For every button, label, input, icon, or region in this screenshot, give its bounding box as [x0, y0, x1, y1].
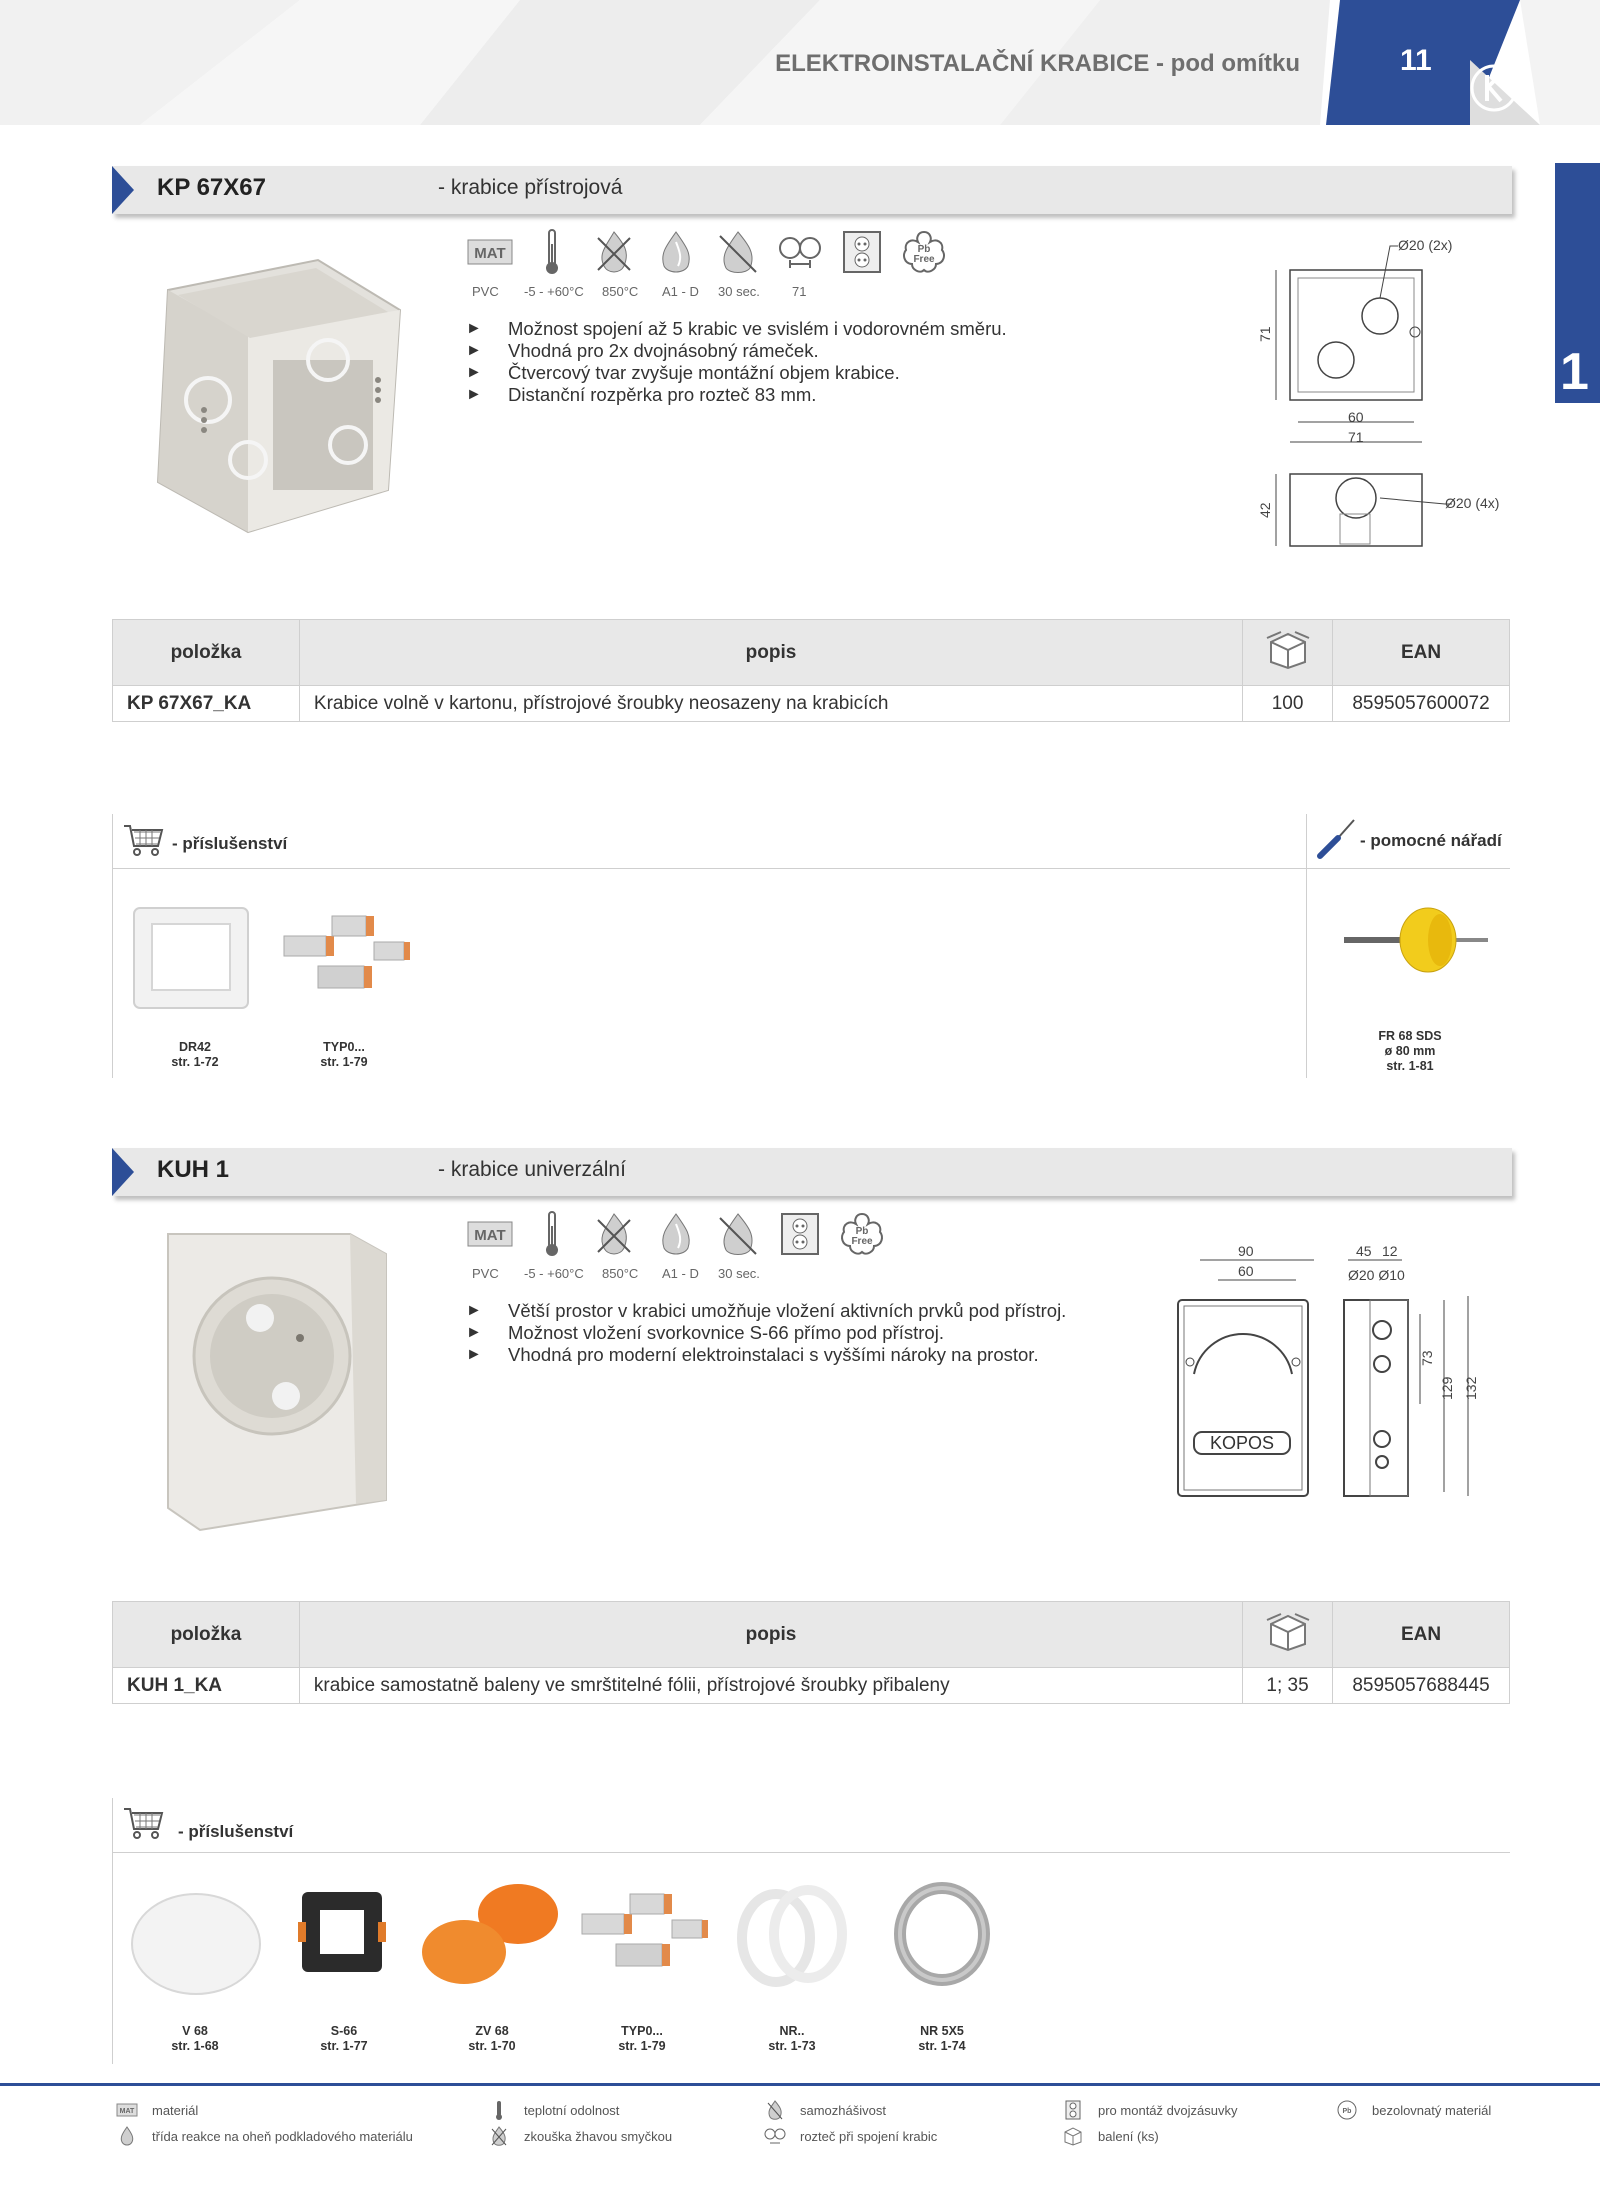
legend-label: materiál: [152, 2102, 199, 2118]
box-spacing-icon: [774, 226, 826, 278]
legend-item: [762, 2126, 937, 2146]
screwdriver-icon: [1314, 816, 1360, 867]
package-icon: [1265, 630, 1311, 670]
icon-label-spacing: 71: [792, 284, 807, 299]
page-header-title: [775, 50, 1300, 78]
dim-holes: Ø20 Ø10: [1348, 1267, 1405, 1283]
property-icons-row: [464, 226, 950, 278]
cart-icon: [122, 822, 164, 863]
svg-text:MAT: MAT: [474, 1227, 506, 1244]
divider: [112, 1852, 1510, 1853]
footer-divider: [0, 2083, 1600, 2086]
icon-label-temperature: -5 - +60°C: [524, 1266, 584, 1281]
tool-item[interactable]: [1340, 1029, 1480, 1074]
accessory-item[interactable]: [274, 2024, 414, 2054]
col-header-package: [1243, 1602, 1333, 1668]
icon-label-self-extinguish: 30 sec.: [718, 284, 760, 299]
property-icons-row: [464, 1208, 888, 1260]
product-table: [112, 619, 1510, 722]
feature-item: ► Vhodná pro 2x dvojnásobný rámeček.: [466, 340, 1007, 362]
accessory-page: str. 1-68: [171, 2039, 219, 2053]
thermometer-icon: [486, 2100, 512, 2120]
dim-hole-side: Ø20 (4x): [1445, 495, 1500, 511]
legend-label: samozhášivost: [800, 2102, 886, 2118]
table-row: [113, 1668, 1510, 1704]
divider: [112, 868, 1510, 869]
icon-label-material: PVC: [472, 284, 499, 299]
icon-label-glow-wire: 850°C: [602, 1266, 639, 1281]
product-table: [112, 1601, 1510, 1704]
accessory-item[interactable]: [125, 2024, 265, 2054]
flame-icon: [762, 2100, 788, 2120]
pb-free-icon: [898, 226, 950, 278]
legend-label: pro montáž dvojzásuvky: [1098, 2102, 1238, 2118]
feature-item: ► Vhodná pro moderní elektroinstalaci s vyššími nároky na prostor.: [466, 1344, 1066, 1366]
svg-text:Free: Free: [851, 1236, 873, 1247]
double-socket-icon: [774, 1208, 826, 1260]
dim-outer-width: 71: [1348, 429, 1364, 445]
accessory-name: TYP0...: [621, 2024, 663, 2038]
cell-ean: 8595057600072: [1333, 686, 1510, 722]
svg-text:Pb: Pb: [917, 244, 931, 255]
feature-item: ► Možnost spojení až 5 krabic ve svislém i vodorovném směru.: [466, 318, 1007, 340]
legend-label: teplotní odolnost: [524, 2102, 620, 2118]
icon-label-fire-class: A1 - D: [662, 1266, 699, 1281]
cell-package: 100: [1243, 686, 1333, 722]
package-icon: [1060, 2126, 1086, 2146]
divider: [1306, 814, 1307, 1078]
accessory-image-s66: [294, 1882, 390, 1987]
legend-label: bezolovnatý materiál: [1372, 2102, 1492, 2118]
accessory-name: DR42: [179, 1040, 211, 1054]
feature-item: ► Čtvercový tvar zvyšuje montážní objem krabice.: [466, 362, 1007, 384]
svg-text:MAT: MAT: [119, 2108, 135, 2115]
cell-description: krabice samostatně baleny ve smrštitelné fólii, přístrojové šroubky přibaleny: [299, 1668, 1242, 1704]
glow-wire-icon: [486, 2126, 512, 2146]
dim-hole-top: Ø20 (2x): [1398, 237, 1453, 253]
tools-title: - pomocné nářadí: [1360, 831, 1502, 850]
table-row: [113, 686, 1510, 722]
svg-text:Pb: Pb: [1342, 2108, 1352, 2115]
icon-label-self-extinguish: 30 sec.: [718, 1266, 760, 1281]
accessory-item[interactable]: [274, 1040, 414, 1070]
feature-item: ► Možnost vložení svorkovnice S-66 přímo pod přístroj.: [466, 1322, 1066, 1344]
accessory-image-typ0: [282, 910, 412, 1005]
glow-wire-icon: [588, 1208, 640, 1260]
accessory-image-typ0: [580, 1888, 710, 1983]
icon-label-temperature: -5 - +60°C: [524, 284, 584, 299]
legend-label: rozteč při spojení krabic: [800, 2128, 938, 2144]
glow-wire-icon: [588, 226, 640, 278]
page-number: 11: [1400, 44, 1432, 77]
accessory-image-dr42: [130, 904, 252, 1019]
technical-drawing-kp67x67: [1240, 232, 1520, 567]
tool-name: FR 68 SDS: [1378, 1029, 1442, 1043]
product-header-bar: [112, 1148, 1512, 1196]
svg-text:Pb: Pb: [855, 1226, 869, 1237]
divider: [112, 814, 113, 1078]
col-header-description: popis: [299, 620, 1242, 686]
legend-item: [1334, 2100, 1491, 2120]
table-header-row: [113, 620, 1510, 686]
feature-list: [466, 1300, 1066, 1366]
col-header-ean: EAN: [1333, 620, 1510, 686]
cell-description: Krabice volně v kartonu, přístrojové šroubky neosazeny na krabicích: [299, 686, 1242, 722]
accessory-page: str. 1-72: [171, 1055, 219, 1069]
tool-size: ø 80 mm: [1384, 1044, 1436, 1058]
cell-code: KUH 1_KA: [113, 1668, 300, 1704]
accessory-item[interactable]: [572, 2024, 712, 2054]
cell-ean: 8595057688445: [1333, 1668, 1510, 1704]
mat-icon: [464, 226, 516, 278]
accessory-page: str. 1-79: [320, 1055, 368, 1069]
product-photo-kp67x67: [138, 250, 408, 545]
legend-item: [1060, 2100, 1237, 2120]
icon-label-glow-wire: 850°C: [602, 284, 639, 299]
tool-image-fr68sds: [1340, 900, 1490, 985]
col-header-description: popis: [299, 1602, 1242, 1668]
legend-item: [1060, 2126, 1159, 2146]
icon-label-fire-class: A1 - D: [662, 284, 699, 299]
cell-package: 1; 35: [1243, 1668, 1333, 1704]
product-description: - krabice přístrojová: [438, 176, 623, 199]
accessory-name: NR 5X5: [920, 2024, 964, 2038]
dim-h3: 132: [1463, 1376, 1479, 1400]
feature-item: ► Větší prostor v krabici umožňuje vložení aktivních prvků pod přístroj.: [466, 1300, 1066, 1322]
accessory-image-nr5x5: [892, 1882, 992, 1991]
col-header-item: položka: [113, 1602, 300, 1668]
dim-inner-width: 60: [1348, 409, 1364, 425]
dim-depth: 45: [1356, 1244, 1372, 1259]
cell-code: KP 67X67_KA: [113, 686, 300, 722]
drop-icon: [650, 226, 702, 278]
drop-icon: [114, 2126, 140, 2146]
dim-outer-width: 90: [1238, 1244, 1254, 1259]
header-title-text: ELEKTROINSTALAČNÍ KRABICE: [775, 50, 1150, 77]
accessory-name: ZV 68: [475, 2024, 509, 2038]
col-header-package: [1243, 620, 1333, 686]
legend-item: [486, 2126, 672, 2146]
mat-icon: [114, 2100, 140, 2120]
accessory-page: str. 1-74: [918, 2039, 966, 2053]
technical-drawing-kuh1: [1170, 1244, 1500, 1509]
feature-item: ► Distanční rozpěrka pro rozteč 83 mm.: [466, 384, 1007, 406]
accessory-image-nr: [736, 1884, 848, 1993]
dim-height: 71: [1257, 326, 1273, 342]
double-socket-icon: [836, 226, 888, 278]
product-code: KUH 1: [157, 1156, 230, 1183]
box-spacing-icon: [762, 2126, 788, 2146]
accessory-page: str. 1-73: [768, 2039, 816, 2053]
svg-text:MAT: MAT: [474, 245, 506, 262]
product-header-bar: [112, 166, 1512, 214]
dim-h2: 129: [1439, 1376, 1455, 1400]
header-subtitle-text: - pod omítku: [1149, 50, 1300, 77]
flame-icon: [712, 226, 764, 278]
pb-free-icon: [836, 1208, 888, 1260]
thermometer-icon: [526, 1208, 578, 1260]
accessory-page: str. 1-77: [320, 2039, 368, 2053]
feature-list: [466, 318, 1007, 406]
double-socket-icon: [1060, 2100, 1086, 2120]
kopos-logo-icon: [1468, 62, 1520, 119]
legend-item: [486, 2100, 619, 2120]
legend-label: balení (ks): [1098, 2128, 1159, 2144]
drop-icon: [650, 1208, 702, 1260]
cart-icon: [122, 1805, 164, 1846]
legend-label: zkouška žhavou smyčkou: [524, 2128, 673, 2144]
section-arrow-icon: [112, 166, 134, 214]
accessory-page: str. 1-79: [618, 2039, 666, 2053]
legend-item: [114, 2126, 413, 2146]
accessory-name: S-66: [330, 2024, 358, 2038]
accessories-title: - příslušenství: [172, 834, 288, 853]
dim-small: 12: [1382, 1244, 1398, 1259]
dim-inner-width: 60: [1238, 1263, 1254, 1279]
dim-depth: 42: [1257, 502, 1273, 518]
table-header-row: [113, 1602, 1510, 1668]
pb-free-icon: [1334, 2100, 1360, 2120]
product-photo-kuh1: [160, 1228, 390, 1538]
dim-h1: 73: [1419, 1350, 1435, 1366]
package-icon: [1265, 1612, 1311, 1652]
legend-item: [762, 2100, 886, 2120]
product-code: KP 67X67: [157, 174, 266, 201]
accessory-image-v68: [128, 1888, 264, 2003]
accessories-title: - příslušenství: [178, 1822, 294, 1841]
svg-text:Free: Free: [913, 254, 935, 265]
legend-label: třída reakce na oheň podkladového materiálu: [152, 2128, 413, 2144]
flame-icon: [712, 1208, 764, 1260]
accessory-name: TYP0...: [323, 1040, 365, 1054]
accessory-item[interactable]: [872, 2024, 1012, 2054]
section-arrow-icon: [112, 1148, 134, 1196]
tool-page: str. 1-81: [1386, 1059, 1434, 1073]
accessory-item[interactable]: [722, 2024, 862, 2054]
accessory-page: str. 1-70: [468, 2039, 516, 2053]
col-header-ean: EAN: [1333, 1602, 1510, 1668]
accessory-name: NR..: [779, 2024, 805, 2038]
thermometer-icon: [526, 226, 578, 278]
mat-icon: [464, 1208, 516, 1260]
brand-label: KOPOS: [1209, 1433, 1275, 1453]
accessory-item[interactable]: [125, 1040, 265, 1070]
col-header-item: položka: [113, 620, 300, 686]
divider: [112, 1798, 113, 2064]
product-description: - krabice univerzální: [438, 1158, 626, 1181]
legend-item: [114, 2100, 198, 2120]
accessory-image-zv68: [420, 1880, 560, 1995]
accessory-item[interactable]: [422, 2024, 562, 2054]
icon-label-material: PVC: [472, 1266, 499, 1281]
chapter-number: 1: [1560, 343, 1589, 401]
accessory-name: V 68: [182, 2024, 208, 2038]
